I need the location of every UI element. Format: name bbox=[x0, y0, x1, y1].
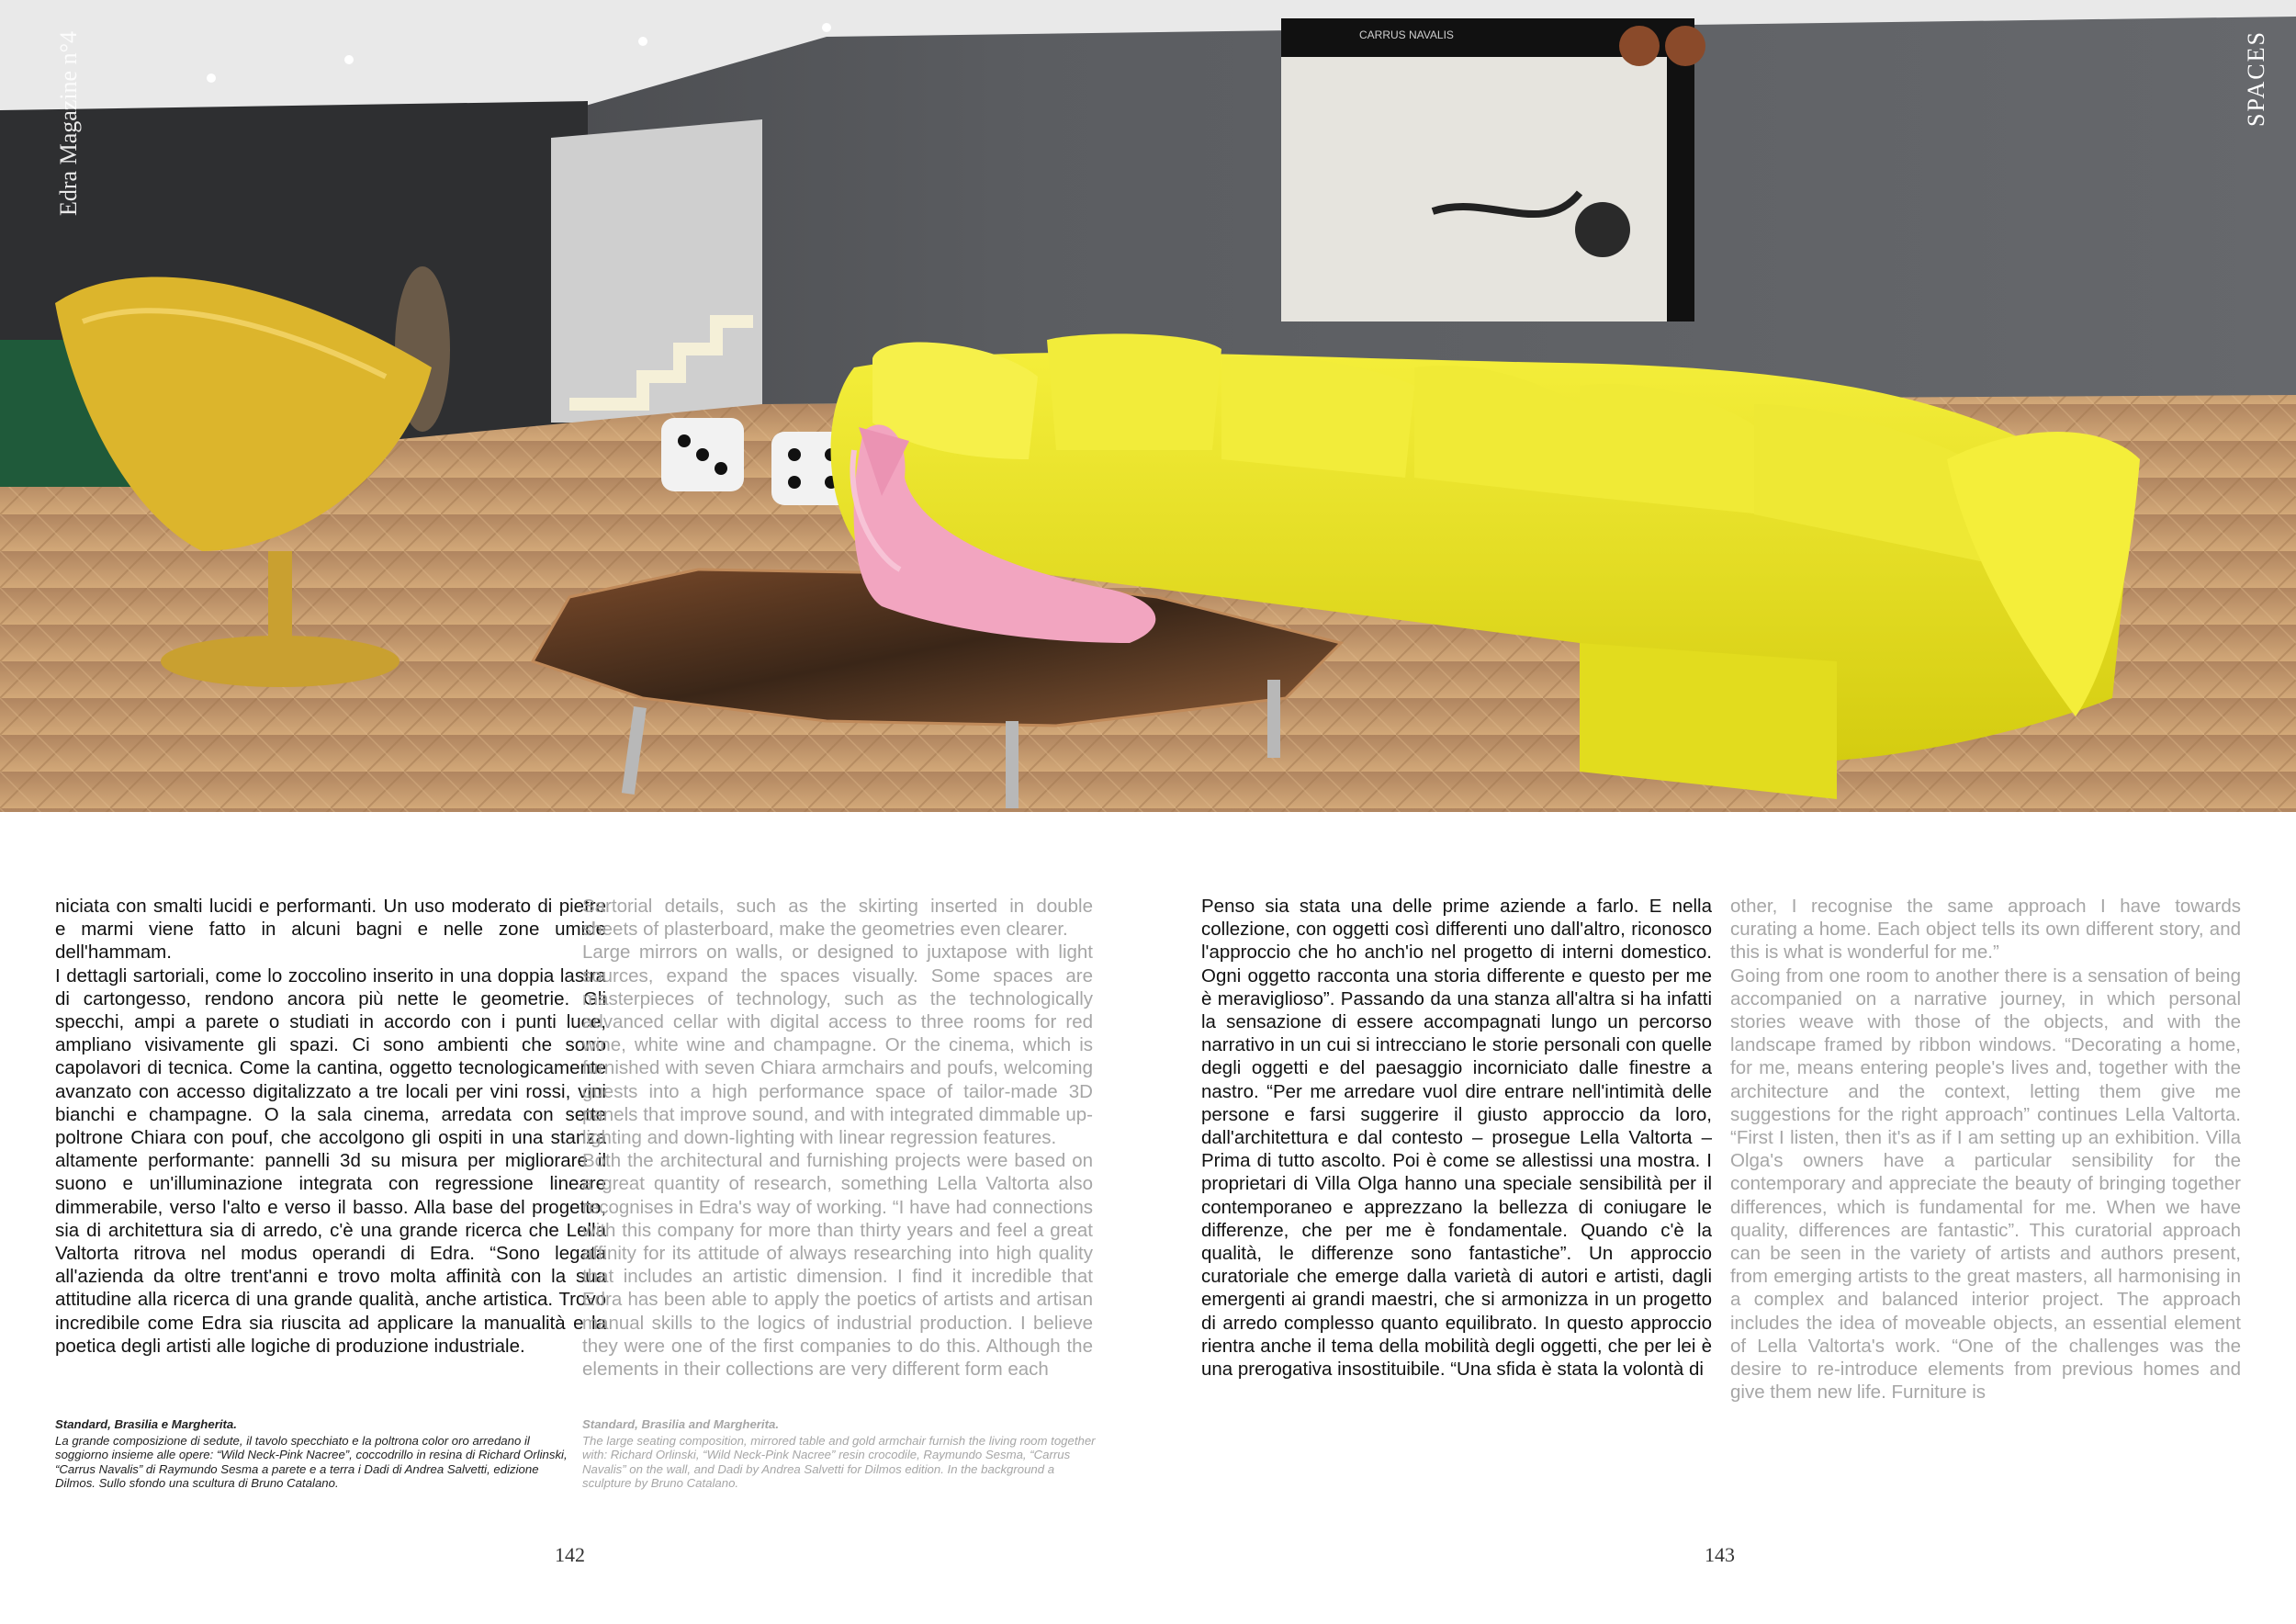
caption-title: Standard, Brasilia e Margherita. bbox=[55, 1417, 237, 1431]
photo-caption-italian bbox=[55, 1417, 579, 1491]
page-number-left: 142 bbox=[555, 1543, 585, 1566]
ceiling-spotlight bbox=[207, 73, 216, 83]
caption-body: The large seating composition, mirrored table and gold armchair furnish the living room together with: Richard Orlinski, “Wild Neck-Pink Nacree” resin crocodile, Raymundo Sesma, “Carrus Navalis” on the wall, and Dadi by Andrea Salvetti for Dilmos edition. In the background a sculpture by Bruno Catalano. bbox=[582, 1433, 1096, 1491]
ceiling-spotlight bbox=[344, 55, 354, 64]
italian-column-right bbox=[1201, 895, 1712, 1381]
paragraph: other, I recognise the same approach I have towards curating a home. Each object tells its own different story, and this is what is wonderful for me.” bbox=[1730, 896, 2241, 964]
paragraph: Going from one room to another there is a sensation of being accompanied on a narrative journey, in which personal stories weave with those of the objects, and with the landscape framed by ribbon windows. “Decorating a home, for me, means entering people's lives and, together with the architecture and the context, letting them give me suggestions for the right approach” continues Lella Valtorta. “First I listen, then it's as if I am setting up an exhibition. Villa Olga's owners have a particular sensibility for the contemporary and appreciate the beauty of bringing together differences, which is fundamental for me. When we have quality, differences are fantastic”. This curatorial approach can be seen in the variety of artists and authors present, from emerging artists to the great masters, all harmonising in a complex and balanced interior project. The approach includes the idea of moveable objects, an essential element of Lella Valtorta's work. “One of the challenges was the desire to re-introduce elements from previous homes and give them new life. Furniture is bbox=[1730, 964, 2241, 1404]
english-column-left bbox=[582, 895, 1093, 1381]
wall-artwork bbox=[1281, 18, 1705, 321]
paragraph: I dettagli sartoriali, come lo zoccolino inserito in una doppia lastra di cartongesso, rendono ancora più nette le geometrie. Gli specchi, ampi a parete o studiati in accordo con i punti luce, ampliano visivamente gli spazi. Ci sono ambienti che sono capolavori di tecnica. Come la cantina, oggetto tecnologicamente avanzato con accesso digitalizzato a tre locali per vini rossi, vini bianchi e champagne. O la sala cinema, arredata con sette poltrone Chiara con pouf, che accolgono gli ospiti in una stanza altamente performante: pannelli 3d su misura per migliorare il suono e un'illuminazione integrata con regressione lineare dimmerabile, verso l'alto e verso il basso. Alla base del progetto, sia di architettura sia di arredo, c'è una grande ricerca che Lella Valtorta ritrova nel modus operandi di Edra. “Sono legata all'azienda da oltre trent'anni e trovo molta affinità con la sua attitudine alla ricerca di una grande qualità, anche artistica. Trovo incredibile come Edra sia riuscita ad applicare la manualità e la poetica degli artisti alle logiche di produzione industriale. bbox=[55, 964, 606, 1357]
photo-caption-english bbox=[582, 1417, 1097, 1491]
paragraph: Both the architectural and furnishing projects were based on a great quantity of research, something Lella Valtorta also recognises in Edra's way of working. “I have had connections with this company for more than thirty years and feel a great affinity for its attitude of always researching into high quality that includes an artistic dimension. I find it incredible that Edra has been able to apply the poetics of artists and artisan manual skills to the logics of industrial production. I believe they were one of the first companies to do this. Although the elements in their collections are very different form each bbox=[582, 1150, 1093, 1381]
magazine-running-head: Edra Magazine n°4 bbox=[55, 31, 82, 216]
italian-column-left bbox=[55, 895, 606, 1358]
section-label: SPACES bbox=[2243, 30, 2269, 127]
artwork-label: CARRUS NAVALIS bbox=[1359, 28, 1454, 41]
caption-body: La grande composizione di sedute, il tavolo specchiato e la poltrona color oro arredano il soggiorno insieme alle opere: “Wild Neck-Pink Nacree”, coccodrillo in resina di Richard Orlinski, “Carrus Navalis” di Raymundo Sesma a parete e a terra i Dadi di Andrea Salvetti, edizione Dilmos. Sullo sfondo una scultura di Bruno Catalano. bbox=[55, 1433, 568, 1491]
page-number-right: 143 bbox=[1705, 1543, 1735, 1566]
caption-title: Standard, Brasilia and Margherita. bbox=[582, 1417, 779, 1431]
paragraph: Sartorial details, such as the skirting inserted in double sheets of plasterboard, make the geometries even clearer. bbox=[582, 896, 1093, 941]
paragraph: niciata con smalti lucidi e performanti. Un uso moderato di pietre e marmi viene fatto in alcuni bagni e nelle zone umide dell'hammam. bbox=[55, 896, 606, 964]
english-column-right bbox=[1730, 895, 2241, 1404]
ceiling-spotlight bbox=[822, 23, 831, 32]
paragraph: Large mirrors on walls, or designed to juxtapose with light sources, expand the spaces visually. Some spaces are masterpieces of technology, such as the technologically advanced cellar with digital access to three rooms for red wine, white wine and champagne. Or the cinema, which is furnished with seven Chiara armchairs and poufs, welcoming guests into a high performance space of tailor-made 3D panels that improve sound, and with integrated dimmable up-lighting and down-lighting with linear regression features. bbox=[582, 942, 1093, 1149]
ceiling-spotlight bbox=[638, 37, 647, 46]
paragraph: Penso sia stata una delle prime aziende a farlo. E nella collezione, con oggetti così differenti uno dall'altro, riconosco l'approccio che ho anch'io nel progetto di interni domestico. Ogni oggetto racconta una storia differente e questo per me è meraviglioso”. Passando da una stanza all'altra si ha infatti la sensazione di essere accompagnati lungo un percorso narrativo in un cui si intrecciano le storie personali con quelle degli oggetti e del paesaggio incorniciato dalle finestre a nastro. “Per me arredare vuol dire entrare nell'intimità delle persone e farsi suggerire il giusto approccio da loro, dall'architettura e dal contesto – prosegue Lella Valtorta – Prima di tutto ascolto. Poi è come se allestissi una mostra. I proprietari di Villa Olga hanno una speciale sensibilità per il contemporaneo e apprezzano la bellezza di coniugare le differenze, che per me è fondamentale. Quando c'è la qualità, le differenze sono fantastiche”. Un approccio curatoriale che emerge dalla varietà di autori e artisti, dagli emergenti ai grandi maestri, che si armonizza in un progetto di arredo complesso quanto equilibrato. In questo approccio rientra anche il tema della mobilità degli oggetti, che per lei è una prerogativa insostituibile. “Una sfida è stata la volontà di bbox=[1201, 896, 1712, 1381]
